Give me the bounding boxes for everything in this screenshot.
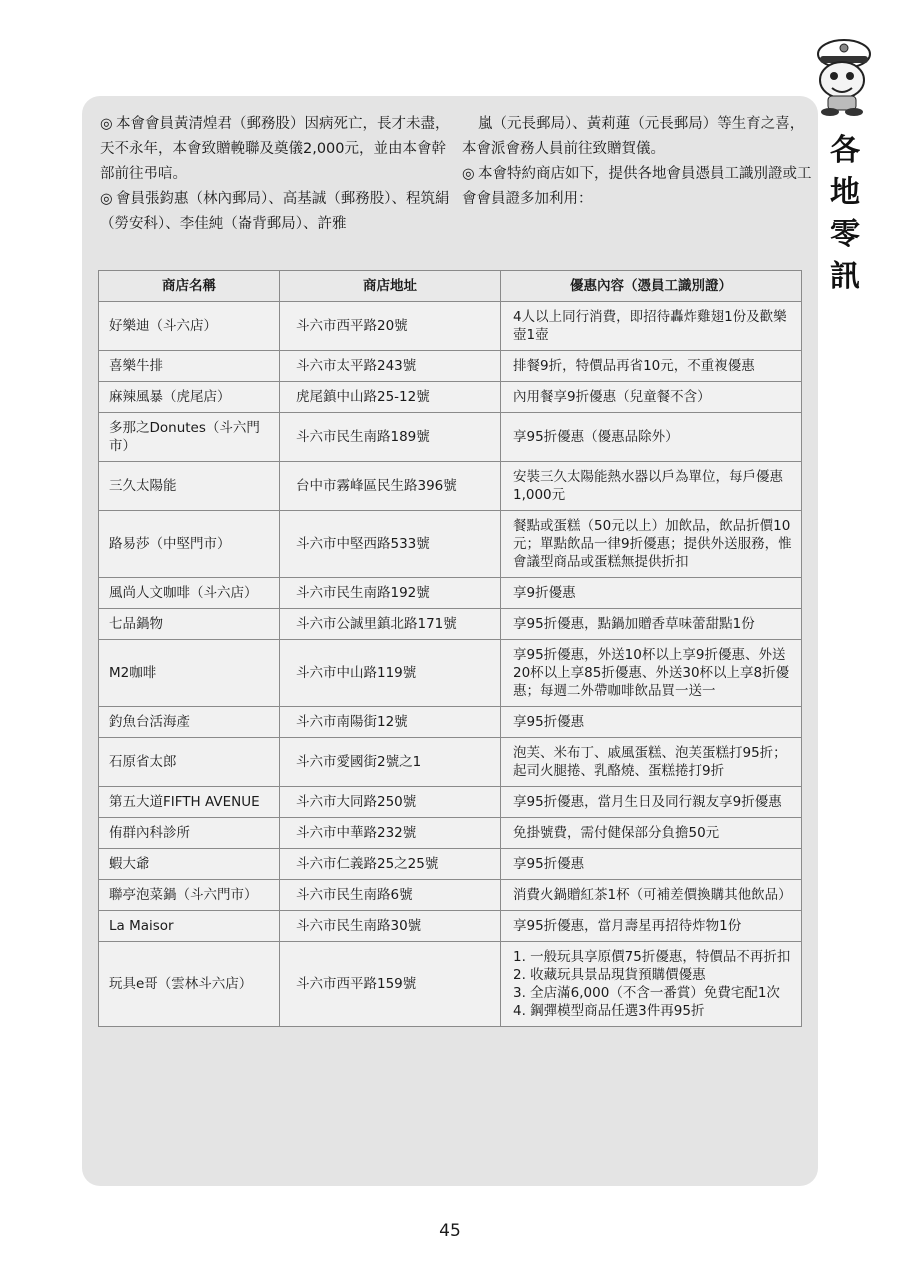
- shop-name: 侑群內科診所: [99, 818, 280, 849]
- shop-name: La Maisor: [99, 911, 280, 942]
- shop-offer: [501, 942, 802, 1027]
- shop-address: 斗六市民生南路30號: [280, 911, 501, 942]
- table-header-row: [99, 271, 802, 302]
- table-row: [99, 787, 802, 818]
- side-title-char: 零: [830, 217, 860, 252]
- table-row: [99, 382, 802, 413]
- announcement-text: 嵐（元長郵局）、黃莉蓮（元長郵局）等生育之喜，本會派會務人員前往致贈賀儀。: [462, 116, 805, 157]
- shop-name: 三久太陽能: [99, 462, 280, 511]
- shop-name: M2咖啡: [99, 640, 280, 707]
- table-row: [99, 640, 802, 707]
- shop-address: 斗六市公誠里鎮北路171號: [280, 609, 501, 640]
- table-row: [99, 302, 802, 351]
- shop-address: 斗六市西平路159號: [280, 942, 501, 1027]
- shop-address: 斗六市中山路119號: [280, 640, 501, 707]
- shop-name: 喜樂牛排: [99, 351, 280, 382]
- shop-offer: 免掛號費，需付健保部分負擔50元: [501, 818, 802, 849]
- shop-name: 石原省太郎: [99, 738, 280, 787]
- table-row: [99, 707, 802, 738]
- shop-name: 路易莎（中堅門市）: [99, 511, 280, 578]
- table-body: [99, 302, 802, 1027]
- shop-offer: 泡芙、米布丁、戚風蛋糕、泡芙蛋糕打95折；起司火腿捲、乳酪燒、蛋糕捲打9折: [501, 738, 802, 787]
- bullet-mark: ◎: [100, 191, 113, 207]
- table-row: [99, 413, 802, 462]
- shop-address: 斗六市中華路232號: [280, 818, 501, 849]
- table-row: [99, 849, 802, 880]
- announcement-item: [462, 162, 812, 212]
- shop-offer: 4人以上同行消費，即招待轟炸雞翅1份及歡樂壺1壺: [501, 302, 802, 351]
- shop-name: 風尚人文咖啡（斗六店）: [99, 578, 280, 609]
- shop-name: 玩具e哥（雲林斗六店）: [99, 942, 280, 1027]
- header-offer: 優惠內容（憑員工識別證）: [501, 271, 802, 302]
- offer-list-item: 1. 一般玩具享原價75折優惠，特價品不再折扣: [513, 949, 791, 965]
- shop-offer: 內用餐享9折優惠（兒童餐不含）: [501, 382, 802, 413]
- offer-list-item: 3. 全店滿6,000（不含一番賞）免費宅配1次: [513, 985, 780, 1001]
- shop-address: 斗六市仁義路25之25號: [280, 849, 501, 880]
- announcement-text: 會員張鈞惠（林內郵局）、高基誠（郵務股）、程筑絹（勞安科）、李佳純（崙背郵局）、許雅: [100, 191, 450, 232]
- offer-list: [513, 948, 793, 1020]
- shop-name: 麻辣風暴（虎尾店）: [99, 382, 280, 413]
- shop-name: 釣魚台活海產: [99, 707, 280, 738]
- bullet-mark: ◎: [100, 116, 113, 132]
- shop-offer: 享95折優惠（優惠品除外）: [501, 413, 802, 462]
- announcement-item: [462, 112, 812, 162]
- shop-offer: 享95折優惠，當月生日及同行親友享9折優惠: [501, 787, 802, 818]
- shop-address: 斗六市中堅西路533號: [280, 511, 501, 578]
- shop-offer: 安裝三久太陽能熱水器以戶為單位，每戶優惠1,000元: [501, 462, 802, 511]
- shop-offer: 享9折優惠: [501, 578, 802, 609]
- table-row: [99, 351, 802, 382]
- shop-name: 蝦大爺: [99, 849, 280, 880]
- section-title-vertical: [820, 130, 870, 298]
- table-row: [99, 880, 802, 911]
- shop-offer: 享95折優惠，點鍋加贈香草味蕾甜點1份: [501, 609, 802, 640]
- table-row: [99, 511, 802, 578]
- table-row: [99, 818, 802, 849]
- shop-offer: 排餐9折，特價品再省10元，不重複優惠: [501, 351, 802, 382]
- shop-name: 多那之Donutes（斗六門市）: [99, 413, 280, 462]
- shop-offer: 享95折優惠，外送10杯以上享9折優惠、外送20杯以上享85折優惠、外送30杯以上享8折優惠；每週二外帶咖啡飲品買一送一: [501, 640, 802, 707]
- shop-offer: 餐點或蛋糕（50元以上）加飲品，飲品折價10元；單點飲品一律9折優惠；提供外送服務，惟會議型商品或蛋糕無提供折扣: [501, 511, 802, 578]
- side-title-char: 訊: [830, 259, 860, 294]
- announcement-text: 本會特約商店如下，提供各地會員憑員工識別證或工會會員證多加利用：: [462, 166, 812, 207]
- shop-address: 斗六市民生南路6號: [280, 880, 501, 911]
- bullet-mark: ◎: [462, 166, 475, 182]
- shop-address: 斗六市西平路20號: [280, 302, 501, 351]
- table-row: [99, 942, 802, 1027]
- offer-list-item: 2. 收藏玩具景品現貨預購價優惠: [513, 967, 706, 983]
- announcements-right-column: [462, 112, 812, 212]
- shop-address: 斗六市大同路250號: [280, 787, 501, 818]
- shop-address: 斗六市南陽街12號: [280, 707, 501, 738]
- announcement-item: [100, 187, 450, 237]
- shop-address: 斗六市愛國街2號之1: [280, 738, 501, 787]
- table-row: [99, 911, 802, 942]
- side-title-char: 地: [830, 175, 860, 210]
- mascot-postman-icon: [808, 28, 878, 116]
- shop-address: 斗六市太平路243號: [280, 351, 501, 382]
- table-row: [99, 578, 802, 609]
- table-row: [99, 462, 802, 511]
- offer-list-item: 4. 鋼彈模型商品任選3件再95折: [513, 1003, 705, 1019]
- shop-name: 第五大道FIFTH AVENUE: [99, 787, 280, 818]
- side-title-char: 各: [830, 133, 860, 168]
- shop-offer: 享95折優惠: [501, 849, 802, 880]
- shop-name: 好樂迪（斗六店）: [99, 302, 280, 351]
- announcements-left-column: [100, 112, 450, 237]
- announcement-item: [100, 112, 450, 187]
- table-row: [99, 738, 802, 787]
- shop-address: 斗六市民生南路189號: [280, 413, 501, 462]
- page-number: 45: [439, 1221, 461, 1241]
- shop-offer: 消費火鍋贈紅茶1杯（可補差價換購其他飲品）: [501, 880, 802, 911]
- shop-name: 聯亭泡菜鍋（斗六門市）: [99, 880, 280, 911]
- header-shop-address: 商店地址: [280, 271, 501, 302]
- shop-offer: 享95折優惠: [501, 707, 802, 738]
- table-row: [99, 609, 802, 640]
- announcement-text: 本會會員黃清煌君（郵務股）因病死亡，長才未盡，天不永年，本會致贈輓聯及奠儀2,000元，並由本會幹部前往弔唁。: [100, 116, 450, 182]
- partner-shops-table: [98, 270, 802, 1027]
- shop-address: 斗六市民生南路192號: [280, 578, 501, 609]
- shop-address: 台中市霧峰區民生路396號: [280, 462, 501, 511]
- shop-name: 七品鍋物: [99, 609, 280, 640]
- header-shop-name: 商店名稱: [99, 271, 280, 302]
- shop-offer: 享95折優惠，當月壽星再招待炸物1份: [501, 911, 802, 942]
- shop-address: 虎尾鎮中山路25-12號: [280, 382, 501, 413]
